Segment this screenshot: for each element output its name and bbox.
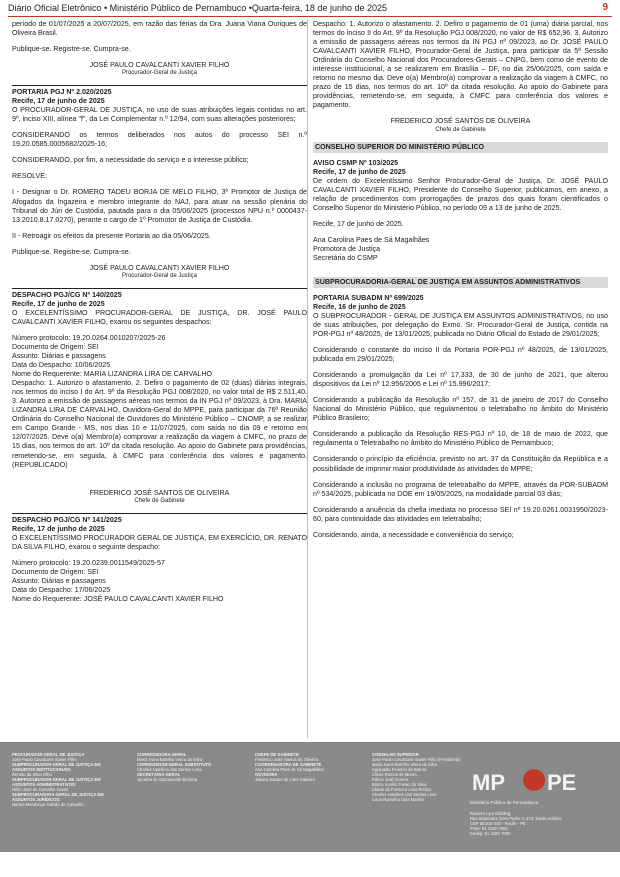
paragraph: Considerando, ainda, a necessidade e conveniência do serviço; <box>313 530 514 539</box>
footer-name: Aguinaldo Fenelon de Barros <box>372 767 427 772</box>
signature <box>12 489 307 505</box>
footer-heading: CHEFE DE GABINETE <box>255 752 299 757</box>
paragraph: De ordem do Excelentíssimo Senhor Procurador-Geral de Justiça, Dr. JOSÉ PAULO CAVALCANTI XAVIER FILHO, Presidente do Conselho Superior, publicamos, em anexo, a relação de procedimentos com prorrogações de prazos dos quais foram cientificados o Conselho Superior do Ministério Público, no período 09 a 13 de junho de 2025. <box>313 176 608 212</box>
footer-name: Renato da Silva Filho <box>12 772 52 777</box>
signature-name: FREDERICO JOSÉ SANTOS DE OLIVEIRA <box>89 488 230 497</box>
paragraph: Publique-se. Registre-se. Cumpra-se. <box>12 45 131 54</box>
spacer <box>12 477 307 489</box>
protocol-line: Nome do Requerente: JOSÉ PAULO CAVALCANTI XAVIER FILHO <box>12 594 224 603</box>
page-footer <box>0 742 620 852</box>
signature-role: Procurador-Geral de Justiça <box>121 272 198 279</box>
footer-name: Ana Carolina Paes de Sá Magalhães <box>255 767 324 772</box>
svg-text:MP: MP <box>472 770 505 795</box>
footer-name: Lúcia Ramalho Dias Martins <box>372 797 425 802</box>
paragraph: Considerando o princípio da eficiência, previsto no art. 37 da Constituição da República e a possibilidade de imprimir maior produtividade às atividades do MPPE; <box>313 455 608 473</box>
footer-heading: SUBPROCURADORA-GERAL DE JUSTIÇA EM ASSUNTOS JURÍDICOS: <box>12 792 104 802</box>
address-line: CEP 50.010-240 - Recife - PE <box>470 821 526 826</box>
footer-heading: CORREGEDOR-GERAL SUBSTITUTO <box>137 762 212 767</box>
left-column <box>12 20 307 604</box>
act-title: PORTARIA SUBADM Nº 699/2025 <box>313 293 424 302</box>
act-date: Recife, 16 de junho de 2025 <box>313 302 406 311</box>
paragraph: CONSIDERANDO os termos deliberados nos autos do processo SEI n.º 19.20.0585.0005682/2025-16; <box>12 131 307 149</box>
paragraph: O EXCELENTÍSSIMO PROCURADOR-GERAL DE JUSTIÇA, DR. JOSÉ PAULO CAVALCANTI XAVIER FILHO, exarou os seguintes despachos: <box>12 308 307 326</box>
protocol-line: Data do Despacho: 10/06/2025 <box>12 361 111 370</box>
footer-name: Norma Mendonça Galvão de Carvalho <box>12 802 84 807</box>
footer-name: José Paulo Cavalcanti Xavier Filho (Presidente) <box>372 757 461 762</box>
paragraph: período de 01/07/2025 a 20/07/2025, em razão das férias da Dra. Juana Viana Ouriques de Oliveira Brasil. <box>12 20 307 38</box>
divider <box>12 288 307 289</box>
protocol-line: Documento de Origem: SEI <box>12 342 99 351</box>
act-date: Recife, 17 de junho de 2025 <box>12 524 105 533</box>
footer-name: Charles Hamilton dos Santos Lima <box>372 792 437 797</box>
paragraph: Considerando o constante do inciso II da Portaria POR-PGJ nº 48/2025, de 13/01/2025, publicada em 29/01/2025; <box>313 346 608 364</box>
header-title: Diário Oficial Eletrônico • Ministério Público de Pernambuco •Quarta-feira, 18 de junho de 2025 <box>8 3 388 13</box>
address-line: Rua Imperador Dom Pedro II, 473, Santo Antônio <box>470 816 562 821</box>
act-date: Recife, 17 de junho de 2025 <box>313 167 406 176</box>
paragraph: Considerando a publicação da Resolução nº 157, de 31 de janeiro de 2017 do Conselho Nacional do Ministério Público, que regulamentou o teletrabalho no âmbito do Ministério Público Brasileiro; <box>313 396 608 423</box>
paragraph: O PROCURADOR-GERAL DE JUSTIÇA, no uso de suas atribuições legais contidas no art. 9º, inciso XIII, alínea "f", da Lei Complementar n.º 12/94, com suas alterações posteriores; <box>12 106 307 124</box>
svg-text:PE: PE <box>547 770 577 795</box>
paragraph: Considerando a promulgação da Lei nº 17.333, de 30 de junho de 2021, que alterou dispositivos da Lei nº 12.956/2005 e Lei nº 15.996/2017; <box>313 371 608 389</box>
footer-name: Frederico José Santos de Oliveira <box>255 757 319 762</box>
address-line: Cedep: 81 3182-7000 <box>470 831 511 836</box>
paragraph: Considerando a inclusão no programa de teletrabalho do MPPE, através da POR-SUBADM nº 534/2025, publicada no DOE em 19/05/2025, na modalidade parcial 03 dias; <box>313 480 608 498</box>
paragraph: Publique-se. Registre-se. Cumpra-se. <box>12 247 131 256</box>
footer-column-leadership <box>12 752 122 807</box>
signature <box>313 117 608 133</box>
footer-name: Clóvis Ramos de Moura <box>372 772 417 777</box>
paragraph: I - Designar o Dr. ROMERO TADEU BORJA DE MELO FILHO, 3º Promotor de Justiça de Afogados da Ingazeira e membro integrante do NAJ, para atuar na sessão plenária do Tribunal do Júri de Custódia, pautada para o dia 05/06/2025 (processos NPU n.º 0000437-13.2010.8.17.0270), perante o cargo de 1º Promotor de Justiça de Custódia. <box>12 188 307 224</box>
footer-heading: SUBPROCURADOR-GERAL DE JUSTIÇA EM ASSUNTOS ADMINISTRATIVOS: <box>12 777 101 787</box>
signature-name: JOSÉ PAULO CAVALCANTI XAVIER FILHO <box>89 263 230 272</box>
mppe-logo <box>470 764 590 836</box>
paragraph: RESOLVE: <box>12 172 47 181</box>
paragraph: Despacho: 1. Autorizo o afastamento. 2. Defiro o pagamento de 02 (duas) diárias integrais, nos termos do inciso I do Art. 9º da Resolução PGJ 008/2020, no valor total de R$ 2.511,40. 3. Autorizo a emissão de passagens aéreas nos termos da IN PGJ nº 09/2023, à Dra. MARIA LIZANDRA LIRA DE CARVALHO, Ouvidora-Geral do MPPE, para participar da 76ª Reunião Ordinária do Conselho Nacional de Ouvidores do Ministério Público – CNOMP, a se realizar em Campo Grande - MS, nos dias 10 e 11/07/2025, com saída no dia 09 e retorno em 12/07/2025. Deve o(a) Membro(a) comprovar a realização da viagem à CMFC, no prazo de 15 dias, nos termos do art. 10º da citada resolução. Ao apoio do Gabinete para providências, remetendo-se, em seguida, à CMFC para conferência dos valores e pagamento. (REPUBLICADO) <box>12 379 307 469</box>
logo-subtitle: Ministério Público de Pernambuco <box>470 800 539 805</box>
footer-heading: COORDENADORA DE GABINETE <box>255 762 322 767</box>
footer-name: Janaína do Sacramento Bezerra <box>137 777 198 782</box>
act-date: Recife, 17 de junho de 2025 <box>12 299 105 308</box>
section-heading: CONSELHO SUPERIOR DO MINISTÉRIO PÚBLICO <box>313 142 608 153</box>
divider <box>12 513 307 514</box>
signature-name: JOSÉ PAULO CAVALCANTI XAVIER FILHO <box>89 61 230 70</box>
paragraph: Considerando a publicação da Resolução RES-PGJ nº 10, de 18 de maio de 2022, que regulamenta o Teletrabalho no âmbito do Ministério Público de Pernambuco; <box>313 430 608 448</box>
footer-heading: SECRETÁRIA-GERAL <box>137 772 181 777</box>
act-title: PORTARIA PGJ Nº 2.020/2025 <box>12 88 112 97</box>
footer-column-corregedoria <box>137 752 242 782</box>
signature-name: FREDERICO JOSÉ SANTOS DE OLIVEIRA <box>390 117 531 126</box>
address-block <box>470 811 590 836</box>
act-title: DESPACHO PGJ/CG Nº 140/2025 <box>12 290 122 299</box>
signatory-role: Secretária do CSMP <box>313 253 378 262</box>
protocol-line: Documento de Origem: SEI <box>12 567 99 576</box>
signature-role: Chefe de Gabinete <box>134 497 185 504</box>
act-title: AVISO CSMP Nº 103/2025 <box>313 158 399 167</box>
footer-name: Maria Ivana Botelho Vieira da Silva <box>372 762 438 767</box>
footer-name: Juliana Santos de Lima Nabarro <box>255 777 315 782</box>
protocol-line: Data do Despacho: 17/06/2025 <box>12 585 111 594</box>
footer-column-conselho <box>372 752 467 802</box>
act-date: Recife, 17 de junho de 2025 <box>12 97 105 106</box>
footer-heading: CONSELHO SUPERIOR <box>372 752 419 757</box>
signature <box>12 264 307 280</box>
signatory-name: Ana Carolina Paes de Sá Magalhães <box>313 235 430 244</box>
page-header <box>8 0 612 17</box>
signature-role: Chefe de Gabinete <box>435 126 486 133</box>
footer-heading: OUVIDORA <box>255 772 278 777</box>
column-divider <box>307 20 308 738</box>
paragraph: II - Retroagir os efeitos da presente Portaria ao dia 05/06/2025. <box>12 231 211 240</box>
paragraph: Recife, 17 de junho de 2025. <box>313 219 404 228</box>
footer-name: Marco Aurélio Farias da Silva <box>372 782 427 787</box>
signature-role: Procurador-Geral de Justiça <box>121 70 198 77</box>
signature <box>12 61 307 77</box>
mppe-logo-icon <box>470 764 590 798</box>
footer-heading: CORREGEDORA-GERAL <box>137 752 187 757</box>
footer-name: Hélio José de Carvalho Xavier <box>12 787 69 792</box>
protocol-line: Assunto: Diárias e passagens <box>12 351 106 360</box>
page-number: 9 <box>602 2 608 13</box>
signatory-role: Promotora de Justiça <box>313 244 381 253</box>
act-title: DESPACHO PGJ/CG Nº 141/2025 <box>12 515 122 524</box>
divider <box>12 85 307 86</box>
paragraph: Despacho: 1. Autorizo o afastamento. 2. Defiro o pagamento de 01 (uma) diária parcial, nos termos do inciso II do Art. 9º da Resolução PGJ 008/2020, no valor de R$ 652,96. 3. Autorizo a emissão de passagens aéreas nos termos da IN PGJ nº 09/2023, ao Dr. JOSÉ PAULO CAVALCANTI XAVIER FILHO, Procurador-Geral de Justiça, para participar da 5ª Sessão Ordinária do Conselho Nacional dos Procuradores-Gerais – CNPG, bem como de evento de interesse institucional, a se realizarem em Brasília – DF, no dia 25/06/2025, com saída e retorno no mesmo dia. Deve o(a) Membro(a) comprovar a realização da viagem à CMFC, no prazo de 15 dias, nos termos do art. 10º da citada resolução. Ao apoio do Gabinete para providências, remetendo-se, em seguida, à CMFC para conferência dos valores e pagamento. <box>313 20 608 110</box>
footer-column-gabinete <box>255 752 360 782</box>
protocol-line: Número protocolo: 19.20.0239.0011549/2025-57 <box>12 558 165 567</box>
footer-heading: SUBPROCURADOR-GERAL DE JUSTIÇA EM ASSUNTOS INSTITUCIONAIS: <box>12 762 101 772</box>
footer-name: José Paulo Cavalcanti Xavier Filho <box>12 757 77 762</box>
footer-name: Liliane da Fonseca Lima Rocha <box>372 787 431 792</box>
right-column <box>313 20 608 547</box>
protocol-line: Assunto: Diárias e passagens <box>12 576 106 585</box>
footer-name: Edson José Guerra <box>372 777 409 782</box>
protocol-line: Nome do Requerente: MARIA LIZANDRA LIRA DE CARVALHO <box>12 370 213 379</box>
protocol-line: Número protocolo: 19.20.0264.0010207/2025-26 <box>12 333 166 342</box>
footer-name: Charles Hamilton dos Santos Lima <box>137 767 202 772</box>
footer-name: Maria Ivana Botelho Vieira da Silva <box>137 757 203 762</box>
section-heading: SUBPROCURADORIA-GERAL DE JUSTIÇA EM ASSUNTOS ADMINISTRATIVOS <box>313 277 608 288</box>
address-line: Fone: 81 3182-7000 <box>470 826 508 831</box>
paragraph: CONSIDERANDO, por fim, a necessidade do serviço e o interesse público; <box>12 156 249 165</box>
footer-heading: PROCURADOR-GERAL DE JUSTIÇA <box>12 752 85 757</box>
spacer <box>313 263 608 277</box>
address-line: Roberto Lyra Building: <box>470 811 512 816</box>
paragraph: O EXCELENTÍSSIMO PROCURADOR GERAL DE JUSTIÇA, EM EXERCÍCIO, DR. RENATO DA SILVA FILHO, exarou o seguinte despacho: <box>12 533 307 551</box>
paragraph: O SUBPROCURADOR - GERAL DE JUSTIÇA EM ASSUNTOS ADMINISTRATIVOS, no uso de suas atribuições, por delegação do Exmo. Sr. Procurador-Geral de Justiça, contida na POR-PGJ nº 48/2025, de 13/01/2025, publicada no Diário Oficial do Estado de 29/01/2025; <box>313 311 608 338</box>
paragraph: Considerando a anuência da chefia imediata no processo SEI nº 19.20.0261.0031950/2023-60, para continuidade das atividades em teletrabalho; <box>313 505 608 523</box>
